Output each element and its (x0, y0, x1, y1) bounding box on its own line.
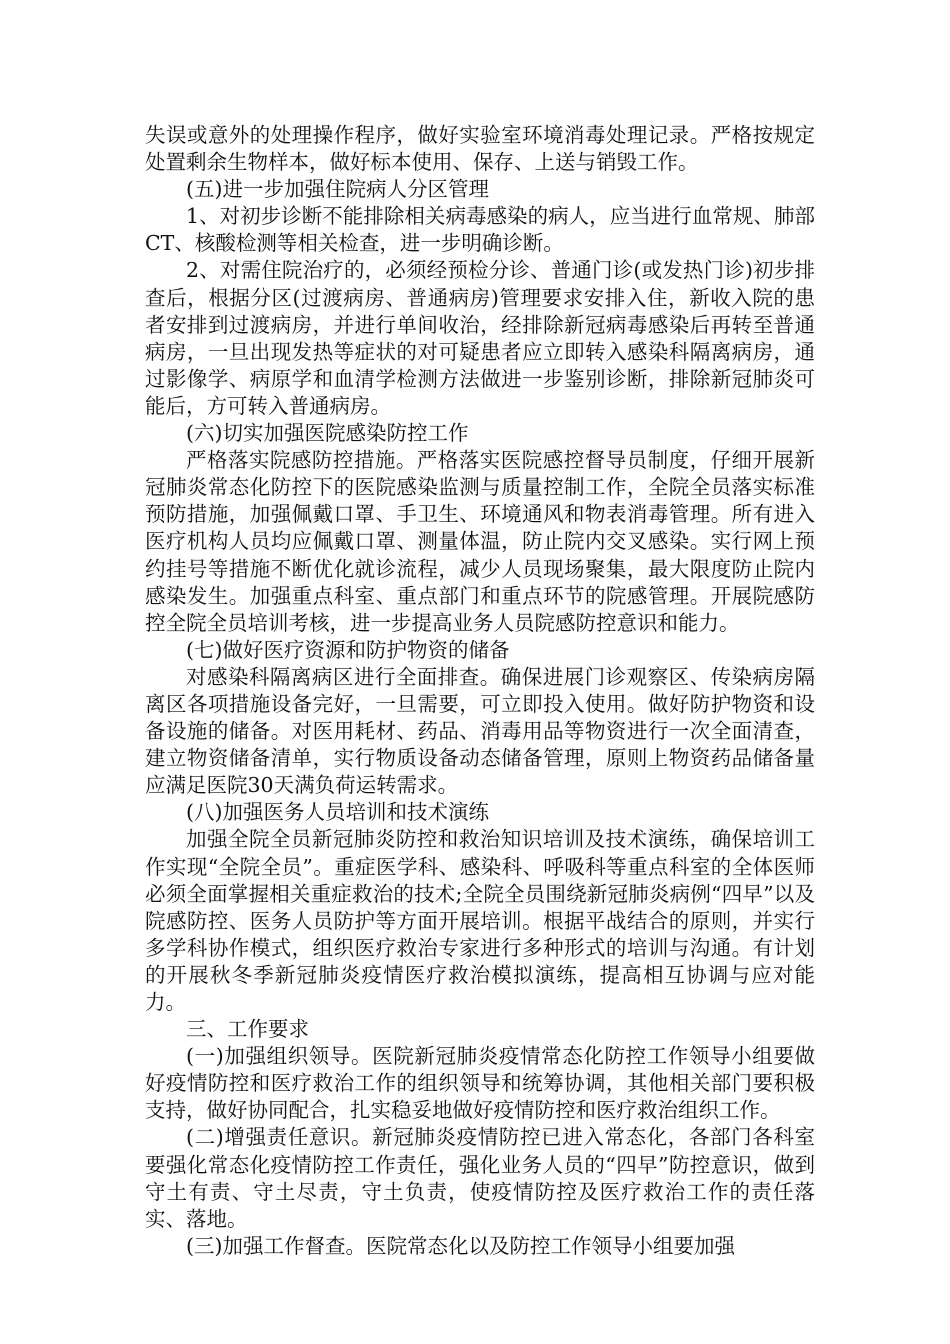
paragraph-infection-control: 严格落实院感防控措施。严格落实医院感控督导员制度，仔细开展新冠肺炎常态化防控下的医院感染监测与质量控制工作，全院全员落实标准预防措施，加强佩戴口罩、手卫生、环境通风和物表消毒管理。所有进入医疗机构人员均应佩戴口罩、测量体温，防止院内交叉感染。实行网上预约挂号等措施不断优化就诊流程，减少人员现场聚集，最大限度防止院内感染发生。加强重点科室、重点部门和重点环节的院感管理。开展院感防控全院全员培训考核，进一步提高业务人员院感防控意识和能力。 (145, 448, 815, 635)
heading-work-requirements: 三、工作要求 (186, 1017, 309, 1042)
paragraph-requirement-3: (三)加强工作督查。医院常态化以及防控工作领导小组要加强 (186, 1233, 735, 1258)
heading-section-5: (五)进一步加强住院病人分区管理 (186, 177, 489, 202)
paragraph-item-2: 2、对需住院治疗的，必须经预检分诊、普通门诊(或发热门诊)初步排查后，根据分区(过渡病房、普通病房)管理要求安排入住，新收入院的患者安排到过渡病房，并进行单间收治，经排除新冠病毒感染后再转至普通病房，一旦出现发热等症状的对可疑患者应立即转入感染科隔离病房，通过影像学、病原学和血清学检测方法做进一步鉴别诊断，排除新冠肺炎可能后，方可转入普通病房。 (145, 258, 815, 418)
heading-section-8: (八)加强医务人员培训和技术演练 (186, 800, 489, 825)
paragraph-requirement-1: (一)加强组织领导。医院新冠肺炎疫情常态化防控工作领导小组要做好疫情防控和医疗救治工作的组织领导和统筹协调，其他相关部门要积极支持，做好协同配合，扎实稳妥地做好疫情防控和医疗救治组织工作。 (145, 1044, 815, 1123)
paragraph-continued: 失误或意外的处理操作程序，做好实验室环境消毒处理记录。严格按规定处置剩余生物样本，做好标本使用、保存、上送与销毁工作。 (145, 123, 815, 175)
heading-section-6: (六)切实加强医院感染防控工作 (186, 421, 469, 446)
paragraph-item-1: 1、对初步诊断不能排除相关病毒感染的病人，应当进行血常规、肺部CT、核酸检测等相关检查，进一步明确诊断。 (145, 204, 815, 256)
document-body (145, 122, 815, 1260)
paragraph-resource-reserve: 对感染科隔离病区进行全面排查。确保进展门诊观察区、传染病房隔离区各项措施设备完好，一旦需要，可立即投入使用。做好防护物资和设备设施的储备。对医用耗材、药品、消毒用品等物资进行一次全面清查，建立物资储备清单，实行物质设备动态储备管理，原则上物资药品储备量应满足医院30天满负荷运转需求。 (145, 664, 815, 798)
paragraph-training: 加强全院全员新冠肺炎防控和救治知识培训及技术演练，确保培训工作实现“全院全员”。重症医学科、感染科、呼吸科等重点科室的全体医师必须全面掌握相关重症救治的技术;全院全员围绕新冠肺炎病例“四早”以及院感防控、医务人员防护等方面开展培训。根据平战结合的原则，并实行多学科协作模式，组织医疗救治专家进行多种形式的培训与沟通。有计划的开展秋冬季新冠肺炎疫情医疗救治模拟演练，提高相互协调与应对能力。 (145, 827, 815, 1014)
paragraph-requirement-2: (二)增强责任意识。新冠肺炎疫情防控已进入常态化，各部门各科室要强化常态化疫情防控工作责任，强化业务人员的“四早”防控意识，做到守土有责、守土尽责，守土负责，使疫情防控及医疗救治工作的责任落实、落地。 (145, 1125, 815, 1231)
heading-section-7: (七)做好医疗资源和防护物资的储备 (186, 637, 510, 662)
